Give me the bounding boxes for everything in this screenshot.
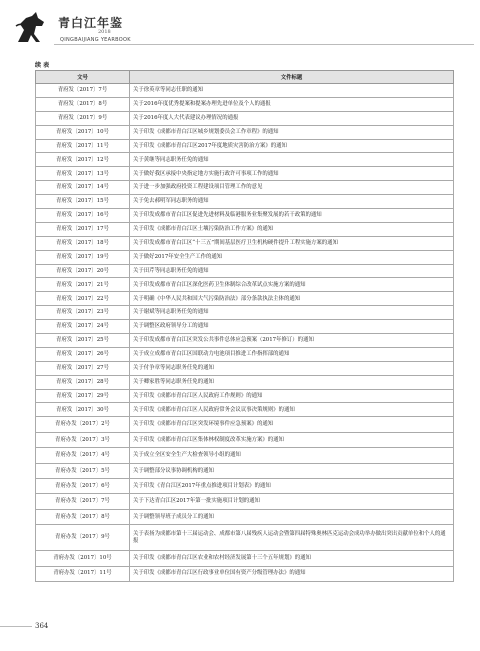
doc-number-cell: 青府发〔2017〕23号 (36, 306, 130, 320)
table-row (36, 236, 454, 250)
table-row (36, 84, 454, 98)
doc-number-cell: 青府发〔2017〕11号 (36, 139, 130, 153)
table-row (36, 448, 454, 463)
doc-number-cell: 青府发〔2017〕17号 (36, 222, 130, 236)
table-row (36, 509, 454, 524)
doc-title-cell: 关于印发《成都市青白江区集体林权制度改革实施方案》的通知 (130, 432, 454, 447)
table-row (36, 250, 454, 264)
table-row (36, 551, 454, 566)
doc-number-cell: 青府发〔2017〕10号 (36, 125, 130, 139)
yearbook-header (0, 0, 480, 58)
doc-title-cell: 关于2016年度优秀提案和提案办理先进单位及个人的通报 (130, 97, 454, 111)
doc-title-cell: 关于做好2017年安全生产工作的通知 (130, 250, 454, 264)
doc-number-cell: 青府发〔2017〕8号 (36, 97, 130, 111)
doc-number-cell: 青府办发〔2017〕3号 (36, 432, 130, 447)
continued-label: 续 表 (35, 62, 50, 69)
doc-number-cell: 青府发〔2017〕27号 (36, 361, 130, 375)
doc-title-cell: 关于表扬为成都市第十三届运动会、成都市第八届残疾人运动会暨第四届特殊奥林匹克运动会成功举办做出突出贡献单位和个人的通报 (130, 525, 454, 551)
doc-title-cell: 关于印发成都市青白江区深化医药卫生体制综合改革试点实施方案的通知 (130, 278, 454, 292)
doc-number-cell: 青府办发〔2017〕4号 (36, 448, 130, 463)
table-row (36, 494, 454, 509)
doc-title-cell: 关于成立成都市青白江区国联动力电池项目推进工作指挥部的通知 (130, 347, 454, 361)
doc-number-cell: 青府办发〔2017〕5号 (36, 463, 130, 478)
doc-title-cell: 关于印发《青白江区2017年重点推进项目计划表》的通知 (130, 478, 454, 493)
doc-title-cell: 关于谢斌等同志职务任免的通知 (130, 306, 454, 320)
doc-number-cell: 青府办发〔2017〕9号 (36, 525, 130, 551)
doc-title-cell: 关于调整领导班子成员分工的通知 (130, 509, 454, 524)
yearbook-year: 2018 (98, 29, 111, 35)
table-row (36, 97, 454, 111)
table-row (36, 139, 454, 153)
doc-title-cell: 关于做好我区承接中央指定地方实施行政许可事项工作的通知 (130, 167, 454, 181)
table-header-row (36, 71, 454, 84)
doc-title-cell: 关于印发《成都市青白江区城乡规划委员会工作章程》的通知 (130, 125, 454, 139)
doc-title-cell: 关于印发《成都市青白江区突发环境事件应急预案》的通知 (130, 417, 454, 432)
doc-number-cell: 青府发〔2017〕24号 (36, 320, 130, 334)
doc-number-cell: 青府办发〔2017〕10号 (36, 551, 130, 566)
doc-title-cell: 关于印发成都市青白江区“十三五”期间基层医疗卫生机构硬件提升工程实施方案的通知 (130, 236, 454, 250)
page-number: 364 (35, 622, 49, 630)
doc-number-cell: 青府发〔2017〕29号 (36, 389, 130, 403)
doc-title-cell: 关于印发成都市青白江区促进先进材料及临港服务业集聚发展的若干政策的通知 (130, 209, 454, 223)
doc-number-cell: 青府发〔2017〕26号 (36, 347, 130, 361)
doc-title-cell: 关于印发成都市青白江区突发公共事件总体应急预案（2017年修订）的通知 (130, 334, 454, 348)
doc-title-cell: 关于下达青白江区2017年第一批实施项目计划的通知 (130, 494, 454, 509)
doc-title-cell: 关于成立全区安全生产大检查领导小组的通知 (130, 448, 454, 463)
footer-rule (0, 626, 32, 627)
table-row (36, 478, 454, 493)
table-row (36, 292, 454, 306)
doc-title-cell: 关于印发《成都市青白江区2017年度地质灾害防治方案》的通知 (130, 139, 454, 153)
doc-number-cell: 青府办发〔2017〕8号 (36, 509, 130, 524)
table-row (36, 264, 454, 278)
doc-title-cell: 关于田芹等同志职务任免的通知 (130, 264, 454, 278)
doc-number-cell: 青府发〔2017〕28号 (36, 375, 130, 389)
doc-title-cell: 关于进一步加强政府投资工程建设项目管理工作的意见 (130, 181, 454, 195)
doc-title-cell: 关于明确《中华人民共和国大气污染防治法》部分条款执法主体的通知 (130, 292, 454, 306)
doc-number-cell: 青府发〔2017〕30号 (36, 403, 130, 417)
table-row (36, 111, 454, 125)
doc-title-cell: 关于印发《成都市青白江区农业和农村经济发展第十三个五年规划》的通知 (130, 551, 454, 566)
doc-number-cell: 青府发〔2017〕12号 (36, 153, 130, 167)
doc-number-cell: 青府发〔2017〕19号 (36, 250, 130, 264)
table-row (36, 389, 454, 403)
doc-number-cell: 青府发〔2017〕15号 (36, 195, 130, 209)
table-row (36, 181, 454, 195)
horse-logo-icon (12, 8, 52, 48)
table-row (36, 347, 454, 361)
header-divider (54, 44, 474, 45)
doc-number-cell: 青府办发〔2017〕6号 (36, 478, 130, 493)
column-header-doc-number: 文号 (36, 71, 130, 84)
doc-number-cell: 青府发〔2017〕22号 (36, 292, 130, 306)
doc-number-cell: 青府发〔2017〕20号 (36, 264, 130, 278)
doc-number-cell: 青府发〔2017〕14号 (36, 181, 130, 195)
doc-number-cell: 青府发〔2017〕7号 (36, 84, 130, 98)
table-body (36, 84, 454, 582)
doc-title-cell: 关于印发《成都市青白江区人民政府常务会议议事决策规则》的通知 (130, 403, 454, 417)
table-row (36, 153, 454, 167)
document-list-table (35, 70, 454, 582)
doc-title-cell: 关于印发《成都市青白江区行政事业单位国有资产分级管理办法》的通知 (130, 566, 454, 581)
table-row (36, 417, 454, 432)
doc-title-cell: 关于2016年度人大代表建议办理情况的通报 (130, 111, 454, 125)
doc-title-cell: 关于印发《成都市青白江区人民政府工作规则》的通知 (130, 389, 454, 403)
doc-number-cell: 青府发〔2017〕18号 (36, 236, 130, 250)
doc-title-cell: 关于黄继等同志职务任免的通知 (130, 153, 454, 167)
table-row (36, 278, 454, 292)
doc-number-cell: 青府发〔2017〕9号 (36, 111, 130, 125)
doc-title-cell: 关于卿家胜等同志职务任免的通知 (130, 375, 454, 389)
doc-number-cell: 青府办发〔2017〕7号 (36, 494, 130, 509)
table-row (36, 432, 454, 447)
doc-number-cell: 青府发〔2017〕25号 (36, 334, 130, 348)
yearbook-subtitle-en: QINGBAIJIANG YEARBOOK (60, 37, 131, 43)
table-row (36, 375, 454, 389)
doc-number-cell: 青府办发〔2017〕11号 (36, 566, 130, 581)
table-row (36, 222, 454, 236)
doc-title-cell: 关于付争章等同志职务任免的通知 (130, 361, 454, 375)
doc-number-cell: 青府办发〔2017〕2号 (36, 417, 130, 432)
doc-title-cell: 关于调整区政府领导分工的通知 (130, 320, 454, 334)
table-row (36, 361, 454, 375)
doc-title-cell: 关于免去郝明军同志职务的通知 (130, 195, 454, 209)
table-row (36, 195, 454, 209)
doc-title-cell: 关于徐英章等同志任职的通知 (130, 84, 454, 98)
doc-number-cell: 青府发〔2017〕21号 (36, 278, 130, 292)
doc-number-cell: 青府发〔2017〕16号 (36, 209, 130, 223)
column-header-doc-title: 文件标题 (130, 71, 454, 84)
doc-title-cell: 关于印发《成都市青白江区土壤污染防治工作方案》的通知 (130, 222, 454, 236)
table-row (36, 209, 454, 223)
table-row (36, 525, 454, 551)
doc-title-cell: 关于调整部分议事协调机构的通知 (130, 463, 454, 478)
table-row (36, 334, 454, 348)
doc-number-cell: 青府发〔2017〕13号 (36, 167, 130, 181)
table-row (36, 566, 454, 581)
table-row (36, 306, 454, 320)
table-row (36, 125, 454, 139)
table-row (36, 167, 454, 181)
table-row (36, 463, 454, 478)
table-row (36, 320, 454, 334)
table-row (36, 403, 454, 417)
yearbook-title: 青白江年鉴 (58, 16, 124, 30)
